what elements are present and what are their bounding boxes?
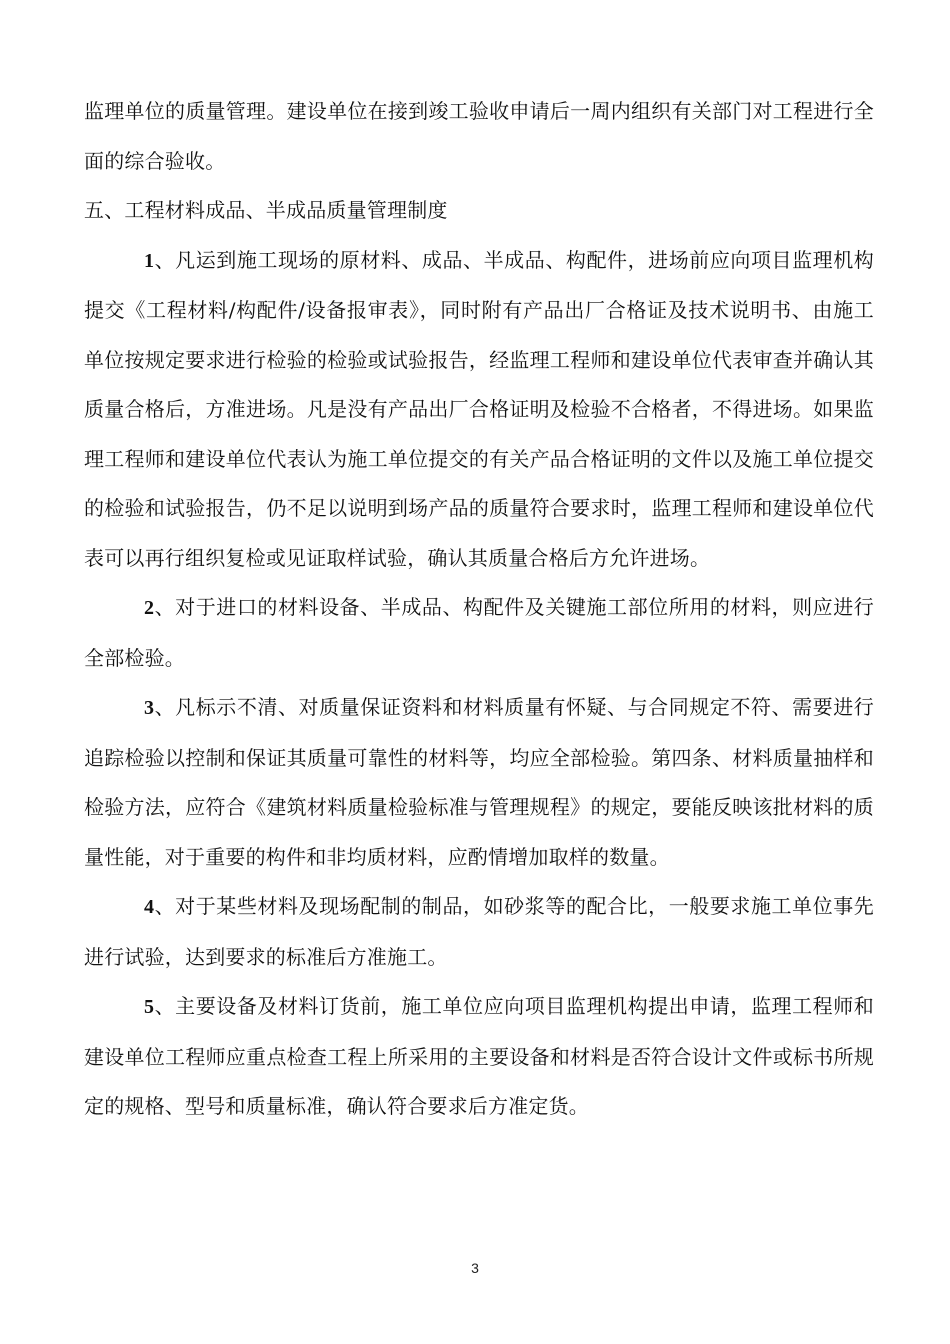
section-heading [84, 186, 874, 236]
paragraph-text: 、对于某些材料及现场配制的制品，如砂浆等的配合比，一般要求施工单位事先进行试验，达到要求的标准后方准施工。 [84, 894, 874, 969]
paragraph-item-2 [84, 583, 874, 683]
paragraph-text: 、凡运到施工现场的原材料、成品、半成品、构配件，进场前应向项目监理机构提交《工程材料/构配件/设备报审表》，同时附有产品出厂合格证及技术说明书、由施工单位按规定要求进行检验的检验或试验报告，经监理工程师和建设单位代表审查并确认其质量合格后，方准进场。凡是没有产品出厂合格证明及检验不合格者，不得进场。如果监理工程师和建设单位代表认为施工单位提交的有关产品合格证明的文件以及施工单位提交的检验和试验报告，仍不足以说明到场产品的质量符合要求时，监理工程师和建设单位代表可以再行组织复检或见证取样试验，确认其质量合格后方允许进场。 [84, 247, 874, 570]
paragraph-item-4 [84, 882, 874, 982]
item-number: 5 [144, 996, 155, 1018]
item-number: 4 [144, 896, 155, 918]
item-number: 2 [144, 597, 155, 619]
item-number: 1 [144, 249, 155, 272]
paragraph-item-3 [84, 683, 874, 882]
page-number: 3 [471, 1260, 479, 1276]
paragraph-item-5 [84, 982, 874, 1132]
paragraph-text: 监理单位的质量管理。建设单位在接到竣工验收申请后一周内组织有关部门对工程进行全面的综合验收。 [84, 99, 874, 173]
section-heading-text: 五、工程材料成品、半成品质量管理制度 [84, 198, 448, 222]
paragraph-item-1 [84, 236, 874, 584]
paragraph-text: 、对于进口的材料设备、半成品、构配件及关键施工部位所用的材料，则应进行全部检验。 [84, 595, 874, 670]
document-body [84, 87, 874, 1132]
paragraph-text: 、主要设备及材料订货前，施工单位应向项目监理机构提出申请，监理工程师和建设单位工程师应重点检查工程上所采用的主要设备和材料是否符合设计文件或标书所规定的规格、型号和质量标准，确认符合要求后方准定货。 [84, 994, 874, 1118]
paragraph-text: 、凡标示不清、对质量保证资料和材料质量有怀疑、与合同规定不符、需要进行追踪检验以控制和保证其质量可靠性的材料等，均应全部检验。第四条、材料质量抽样和检验方法，应符合《建筑材料质量检验标准与管理规程》的规定，要能反映该批材料的质量性能，对于重要的构件和非均质材料，应酌情增加取样的数量。 [84, 695, 874, 869]
item-number: 3 [144, 697, 155, 719]
paragraph-continuation [84, 87, 874, 186]
